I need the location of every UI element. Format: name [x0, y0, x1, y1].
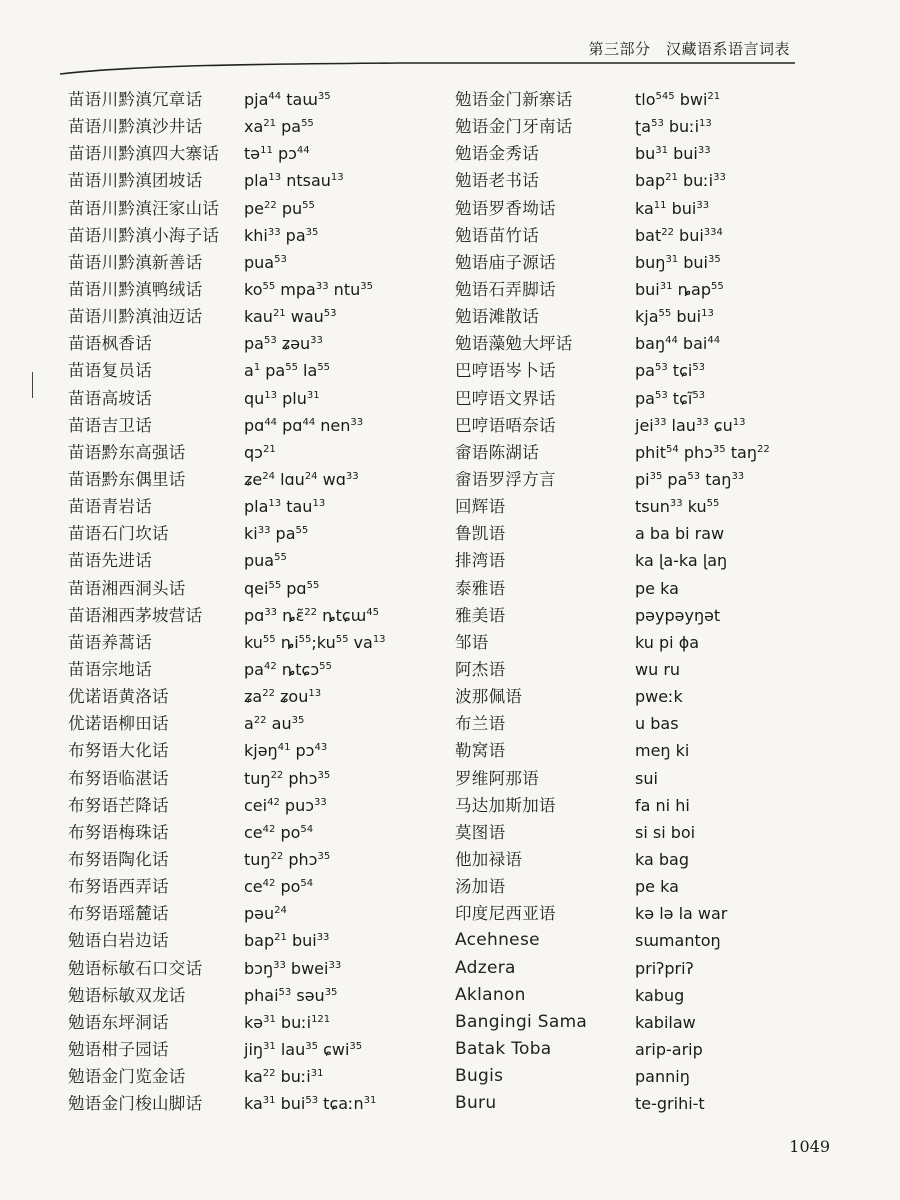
language-name: 布努语芒降话 [68, 795, 169, 815]
language-name: 勉语庙子源话 [455, 252, 556, 272]
language-name: 布兰语 [455, 714, 506, 734]
word-form: $pa^{53}$ ʑəu$^{33}$ [244, 334, 323, 354]
word-form: tuŋ$^{22}$ phɔ$^{35}$ [244, 849, 331, 869]
language-name: 畲语陈湖话 [455, 442, 539, 462]
language-name: 勉语东坪洞话 [68, 1012, 169, 1032]
language-name: 苗语川黔滇鸭绒话 [68, 279, 203, 299]
language-name: 勉语金门新寨话 [455, 90, 573, 109]
language-name: 排湾语 [455, 551, 506, 571]
language-name: 勉语金门梭山脚话 [68, 1094, 203, 1114]
column-1-languages [68, 86, 219, 1117]
word-form: bui$^{31}$ ȵap$^{55}$ [635, 279, 724, 299]
language-name: 苗语养蒿话 [68, 632, 152, 652]
word-form: pe ka [635, 877, 679, 897]
word-form: si si boi [635, 822, 696, 842]
word-form: ka bag [635, 849, 689, 869]
word-form: qɔ$^{21}$ [244, 442, 276, 462]
word-form: $a^1$ $pa^{55}$ $la^{55}$ [244, 361, 331, 381]
word-form: kau$^{21}$ wau$^{53}$ [244, 307, 337, 327]
word-form: $ka^{31}$ bui$^{53}$ tɕaːn$^{31}$ [244, 1094, 377, 1114]
word-form: sɯmantoŋ [635, 931, 721, 951]
word-form: panniŋ [635, 1067, 690, 1087]
language-name: 勉语苗竹话 [455, 225, 539, 245]
word-form: pua$^{53}$ [244, 252, 287, 272]
word-form: jiŋ$^{31}$ lau$^{35}$ ɕwi$^{35}$ [244, 1039, 363, 1059]
word-form: bap$^{21}$ buːi$^{33}$ [635, 171, 726, 191]
language-name: 马达加斯加语 [455, 795, 556, 815]
language-name: 优诺语黄洛话 [68, 687, 169, 707]
page-number: 1049 [789, 1137, 830, 1156]
language-name: 苗语宗地话 [68, 659, 152, 679]
language-name: 布努语陶化话 [68, 849, 169, 869]
language-name: 苗语青岩话 [68, 497, 152, 517]
language-name: 罗维阿那语 [455, 768, 539, 788]
word-form: pla$^{13}$ ntsau$^{13}$ [244, 171, 344, 191]
word-form: pəu$^{24}$ [244, 904, 287, 924]
language-name: Bugis [455, 1066, 504, 1087]
word-form: $ka^{11}$ bui$^{33}$ [635, 198, 710, 218]
column-2-forms [635, 86, 770, 1117]
word-form: kabilaw [635, 1012, 696, 1032]
word-form: $bu^{31}$ bui$^{33}$ [635, 144, 711, 164]
language-name: 泰雅语 [455, 578, 506, 598]
language-name: 布努语大化话 [68, 741, 169, 761]
language-name: 苗语吉卫话 [68, 415, 152, 435]
language-name: 优诺语柳田话 [68, 714, 169, 734]
word-form: pɑ$^{33}$ ȵɛ̃$^{22}$ ȵtɕɯ$^{45}$ [244, 605, 379, 625]
language-name: 勉语藻勉大坪话 [455, 334, 573, 354]
word-form: jei$^{33}$ lau$^{33}$ ɕu$^{13}$ [635, 415, 746, 435]
language-name: 巴哼语唔奈话 [455, 415, 556, 435]
language-name: 勉语柑子园话 [68, 1039, 169, 1059]
word-form: khi$^{33}$ $pa^{35}$ [244, 225, 319, 245]
language-name: 苗语川黔滇团坡话 [68, 171, 203, 191]
running-header [0, 0, 900, 80]
language-name: 雅美语 [455, 605, 506, 625]
word-form: ku pi ɸa [635, 632, 700, 652]
word-form: pɑ$^{44}$ pɑ$^{44}$ nen$^{33}$ [244, 415, 364, 435]
word-form: kə lə la war [635, 904, 728, 924]
word-form: arip-arip [635, 1039, 703, 1059]
word-form: pua$^{55}$ [244, 551, 287, 571]
word-form: cei$^{42}$ puɔ$^{33}$ [244, 795, 327, 815]
word-form: tlo$^{545}$ bwi$^{21}$ [635, 90, 721, 109]
language-name: 苗语枫香话 [68, 334, 152, 354]
word-form: tuŋ$^{22}$ phɔ$^{35}$ [244, 768, 331, 788]
language-name: 布努语瑶麓话 [68, 904, 169, 924]
language-name: 布努语临湛话 [68, 768, 169, 788]
language-name: 勉语金门牙南话 [455, 117, 573, 137]
word-form: $pa^{42}$ ȵtɕɔ$^{55}$ [244, 659, 332, 679]
language-name: Adzera [455, 957, 516, 978]
language-name: 勉语金秀话 [455, 144, 539, 164]
word-form: kjəŋ$^{41}$ pɔ$^{43}$ [244, 741, 328, 761]
language-name: 苗语川黔滇小海子话 [68, 225, 220, 245]
language-name: 布努语西弄话 [68, 877, 169, 897]
word-form: $xa^{21}$ $pa^{55}$ [244, 117, 314, 137]
word-form: $a^{22}$ $au^{35}$ [244, 714, 305, 734]
language-name: 巴哼语岑卜话 [455, 361, 556, 381]
word-form: $pa^{53}$ tɕĩ$^{53}$ [635, 388, 706, 408]
language-name: 波那佩语 [455, 687, 523, 707]
language-name: 苗语川黔滇沙井话 [68, 117, 203, 137]
word-form: $ce^{42}$ $po^{54}$ [244, 877, 314, 897]
language-name: 勉语滩散话 [455, 307, 539, 327]
word-form: kja$^{55}$ bui$^{13}$ [635, 307, 714, 327]
word-form: wu ru [635, 659, 681, 679]
language-name: Acehnese [455, 930, 540, 951]
word-form: ʑa$^{22}$ ʑou$^{13}$ [244, 687, 322, 707]
header-rule [60, 60, 795, 76]
word-form: bat$^{22}$ bui$^{334}$ [635, 225, 723, 245]
language-name: Aklanon [455, 984, 526, 1005]
language-name: 勉语标敏双龙话 [68, 985, 186, 1005]
word-form: $pi^{35}$ $pa^{53}$ taŋ$^{33}$ [635, 469, 745, 489]
language-name: 苗语复员话 [68, 361, 152, 381]
word-form: ʑe$^{24}$ lɑu$^{24}$ wɑ$^{33}$ [244, 469, 359, 489]
word-form: bɔŋ$^{33}$ bwei$^{33}$ [244, 958, 342, 978]
language-name: 勉语石弄脚话 [455, 279, 556, 299]
word-form: tə$^{11}$ pɔ$^{44}$ [244, 144, 310, 164]
word-form: u bas [635, 714, 679, 734]
language-name: 他加禄语 [455, 849, 523, 869]
language-name: 巴哼语文界话 [455, 388, 556, 408]
word-form: $ko^{55}$ mpa$^{33}$ ntu$^{35}$ [244, 279, 373, 299]
word-form: $ki^{33}$ $pa^{55}$ [244, 524, 309, 544]
language-name: 勒窝语 [455, 741, 506, 761]
word-form: pja$^{44}$ taɯ$^{35}$ [244, 90, 331, 109]
language-name: 勉语罗香坳话 [455, 198, 556, 218]
word-form: $ce^{42}$ $po^{54}$ [244, 822, 314, 842]
word-form: $ka^{22}$ buːi$^{31}$ [244, 1067, 324, 1087]
language-name: Buru [455, 1093, 497, 1114]
word-form: fa ni hi [635, 795, 690, 815]
language-name: 畲语罗浮方言 [455, 469, 556, 489]
word-form: baŋ$^{44}$ bai$^{44}$ [635, 334, 721, 354]
language-name: 苗语湘西洞头话 [68, 578, 186, 598]
language-name: Batak Toba [455, 1038, 552, 1059]
column-1-forms [244, 86, 386, 1117]
language-name: 勉语标敏石口交话 [68, 958, 203, 978]
word-form: pla$^{13}$ tau$^{13}$ [244, 497, 326, 517]
word-form: bap$^{21}$ bui$^{33}$ [244, 931, 330, 951]
word-form: qei$^{55}$ pɑ$^{55}$ [244, 578, 320, 598]
word-form: sui [635, 768, 658, 788]
word-form: buŋ$^{31}$ bui$^{35}$ [635, 252, 721, 272]
language-name: 勉语老书话 [455, 171, 539, 191]
language-name: Bangingi Sama [455, 1011, 588, 1032]
language-name: 印度尼西亚语 [455, 904, 556, 924]
word-form: $pe^{22}$ $pu^{55}$ [244, 198, 315, 218]
word-form: pweːk [635, 687, 683, 707]
word-form: $qu^{13}$ plu$^{31}$ [244, 388, 320, 408]
language-name: 苗语黔东高强话 [68, 442, 186, 462]
column-2-languages [455, 86, 587, 1117]
language-name: 苗语高坡话 [68, 388, 152, 408]
word-form: kə$^{31}$ buːi$^{121}$ [244, 1012, 331, 1032]
margin-mark [32, 372, 33, 398]
language-name: 回辉语 [455, 497, 506, 517]
word-form: kabug [635, 985, 685, 1005]
word-form: tsun$^{33}$ $ku^{55}$ [635, 497, 720, 517]
word-form: phai$^{53}$ səu$^{35}$ [244, 985, 338, 1005]
language-name: 苗语石门坎话 [68, 524, 169, 544]
language-name: 莫图语 [455, 822, 506, 842]
language-name: 布努语梅珠话 [68, 822, 169, 842]
running-header-title: 第三部分 汉藏语系语言词表 [588, 40, 790, 58]
word-form: a ba bi raw [635, 524, 725, 544]
language-name: 勉语白岩边话 [68, 931, 169, 951]
language-name: 苗语川黔滇冗章话 [68, 90, 203, 109]
language-name: 苗语黔东偶里话 [68, 469, 186, 489]
language-name: 阿杰语 [455, 659, 506, 679]
language-name: 苗语先进话 [68, 551, 152, 571]
word-form: pe ka [635, 578, 679, 598]
word-form: ʈa$^{53}$ buːi$^{13}$ [635, 117, 712, 137]
word-form: $pa^{53}$ tɕi$^{53}$ [635, 361, 706, 381]
language-name: 苗语川黔滇汪家山话 [68, 198, 220, 218]
word-form: $ku^{55}$ $ȵi^{55};ku^{55}$ $va^{13}$ [244, 632, 386, 652]
language-name: 苗语川黔滇油迈话 [68, 307, 203, 327]
language-name: 勉语金门览金话 [68, 1067, 186, 1087]
language-name: 苗语湘西茅坡营话 [68, 605, 203, 625]
word-form: pəypəyŋət [635, 605, 721, 625]
word-form: meŋ ki [635, 741, 690, 761]
language-name: 鲁凯语 [455, 524, 506, 544]
word-form: te-grihi-t [635, 1094, 705, 1114]
word-form: phit$^{54}$ phɔ$^{35}$ taŋ$^{22}$ [635, 442, 770, 462]
word-form: priʔpriʔ [635, 958, 694, 978]
language-name: 苗语川黔滇新善话 [68, 252, 203, 272]
word-form: ka ɭa-ka ɭaŋ [635, 551, 728, 571]
language-name: 苗语川黔滇四大寨话 [68, 144, 220, 164]
language-name: 邹语 [455, 632, 489, 652]
language-name: 汤加语 [455, 877, 506, 897]
